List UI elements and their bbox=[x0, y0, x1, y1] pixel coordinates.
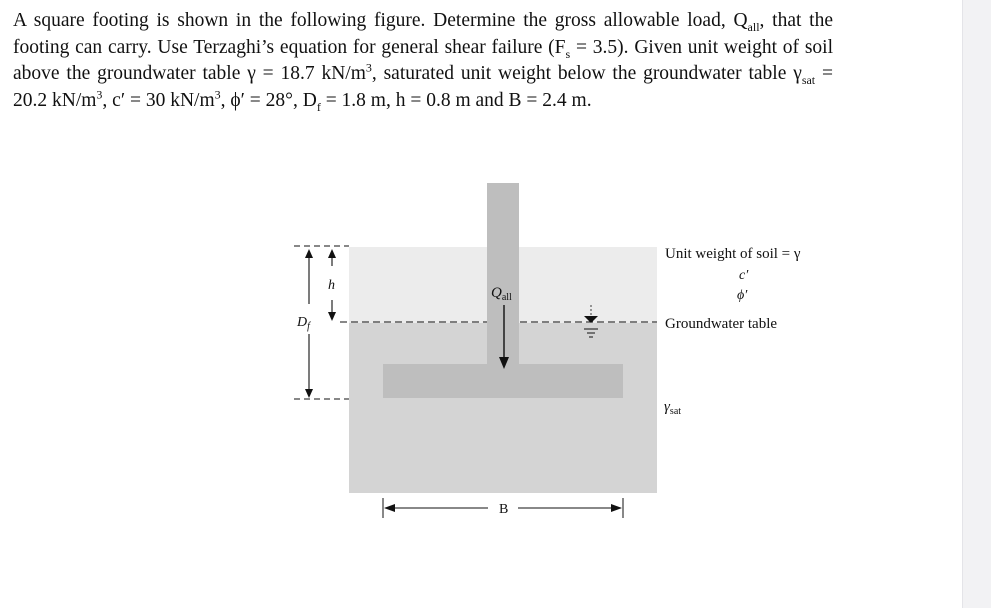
q-all-subscript: all bbox=[747, 19, 760, 34]
groundwater-table-label: Groundwater table bbox=[665, 316, 778, 332]
unit-superscript-1: 3 bbox=[365, 60, 372, 75]
phi-prime-label: ϕ′ bbox=[737, 288, 748, 303]
gamma-sat-subscript: sat bbox=[801, 72, 816, 87]
df-label: $D_f$ bbox=[297, 315, 310, 332]
problem-text-8: = 1.8 m, h = 0.8 m and B = 2.4 m. bbox=[320, 89, 592, 111]
h-arrow-up-icon bbox=[328, 249, 336, 258]
right-scroll-gutter bbox=[962, 0, 991, 608]
q-all-label: $Q_{all}$ bbox=[491, 285, 512, 303]
h-arrow-down-icon bbox=[328, 312, 336, 321]
gamma-sat-label: $\gamma_{sat}$ bbox=[664, 399, 682, 417]
footing-base bbox=[383, 364, 623, 398]
fs-subscript: s bbox=[565, 46, 571, 61]
problem-text-3: = 3.5). Given unit weight of soil above the groundwater table γ = 18.7 kN/m bbox=[13, 36, 833, 84]
unit-weight-label: Unit weight of soil = γ bbox=[665, 246, 801, 262]
problem-text-4: , saturated unit weight below the groundwater table γ bbox=[371, 63, 802, 84]
h-label: h bbox=[328, 278, 335, 293]
b-arrow-right-icon bbox=[611, 504, 622, 512]
unit-superscript-3: 3 bbox=[214, 87, 221, 101]
problem-text-6: , c′ = 30 kN/m bbox=[102, 89, 215, 111]
problem-text-1: A square footing is shown in the following figure. Determine the gross allowable load, Q bbox=[13, 10, 748, 31]
problem-text-7: , ϕ′ = 28°, D bbox=[220, 89, 317, 111]
problem-text-2: , that the footing can carry. Use Terzaghi’s equation for general shear failure (F bbox=[13, 10, 833, 58]
footing-column bbox=[487, 183, 519, 366]
b-arrow-left-icon bbox=[384, 504, 395, 512]
problem-text-5: = 20.2 kN/m bbox=[13, 63, 833, 111]
df-subscript: f bbox=[316, 99, 321, 114]
unit-superscript-2: 3 bbox=[96, 87, 103, 101]
df-arrow-down-icon bbox=[305, 389, 313, 398]
df-arrow-up-icon bbox=[305, 249, 313, 258]
b-label: B bbox=[499, 502, 509, 517]
c-prime-label: c′ bbox=[739, 268, 749, 283]
